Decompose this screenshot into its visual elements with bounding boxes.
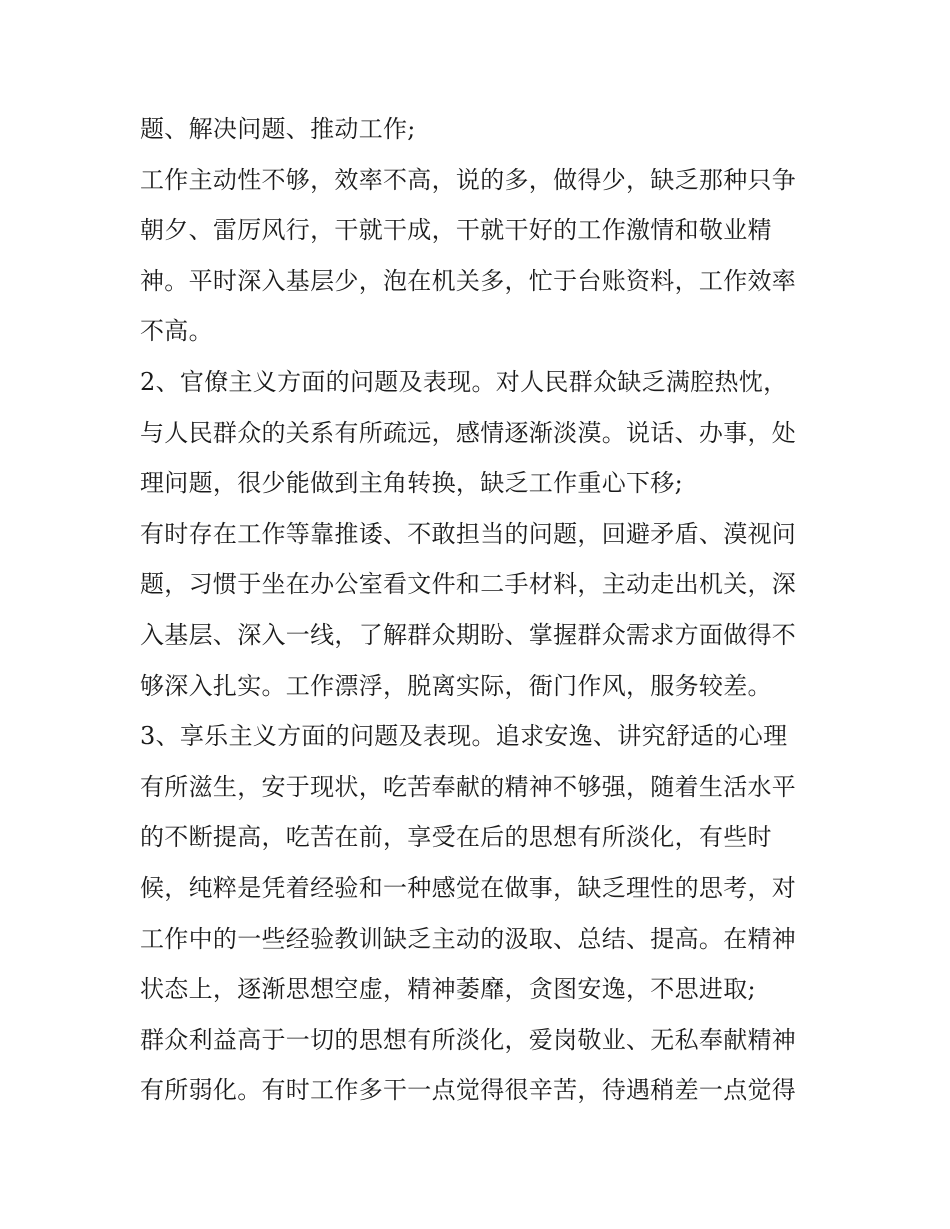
text-line: 有所弱化。有时工作多干一点觉得很辛苦，待遇稍差一点觉得: [140, 1076, 797, 1105]
text-line: 与人民群众的关系有所疏远，感情逐渐淡漠。说话、办事，处: [140, 418, 797, 447]
text-line: 工作中的一些经验教训缺乏主动的汲取、总结、提高。在精神: [140, 924, 797, 953]
text-line: 工作主动性不够，效率不高，说的多，做得少，缺乏那种只争: [140, 165, 797, 194]
text-line: 的不断提高，吃苦在前，享受在后的思想有所淡化，有些时: [140, 823, 772, 852]
text-line: 入基层、深入一线，了解群众期盼、掌握群众需求方面做得不: [140, 620, 797, 649]
text-line: 朝夕、雷厉风行，干就干成，干就干好的工作激情和敬业精: [140, 216, 772, 245]
text-line: 状态上，逐渐思想空虚，精神萎靡，贪图安逸，不思进取;: [140, 975, 756, 1004]
text-line: 题、解决问题、推动工作;: [140, 115, 416, 143]
text-line: 神。平时深入基层少，泡在机关多，忙于台账资料，工作效率: [140, 266, 797, 295]
text-line: 够深入扎实。工作漂浮，脱离实际，衙门作风，服务较差。: [140, 671, 772, 700]
text-line: 候，纯粹是凭着经验和一种感觉在做事，缺乏理性的思考，对: [140, 873, 797, 902]
text-line: 群众利益高于一切的思想有所淡化，爱岗敬业、无私奉献精神: [140, 1025, 797, 1054]
text-line: 3、享乐主义方面的问题及表现。追求安逸、讲究舒适的心理: [140, 722, 788, 751]
text-line: 2、官僚主义方面的问题及表现。对人民群众缺乏满腔热忱，: [140, 367, 788, 396]
text-line: 题，习惯于坐在办公室看文件和二手材料，主动走出机关，深: [140, 570, 797, 599]
text-line: 理问题，很少能做到主角转换，缺乏工作重心下移;: [140, 469, 683, 498]
document-body: [140, 104, 820, 1116]
text-line: 有所滋生，安于现状，吃苦奉献的精神不够强，随着生活水平: [140, 772, 797, 801]
text-line: 不高。: [140, 317, 213, 346]
text-line: 有时存在工作等靠推诿、不敢担当的问题，回避矛盾、漠视问: [140, 519, 797, 548]
